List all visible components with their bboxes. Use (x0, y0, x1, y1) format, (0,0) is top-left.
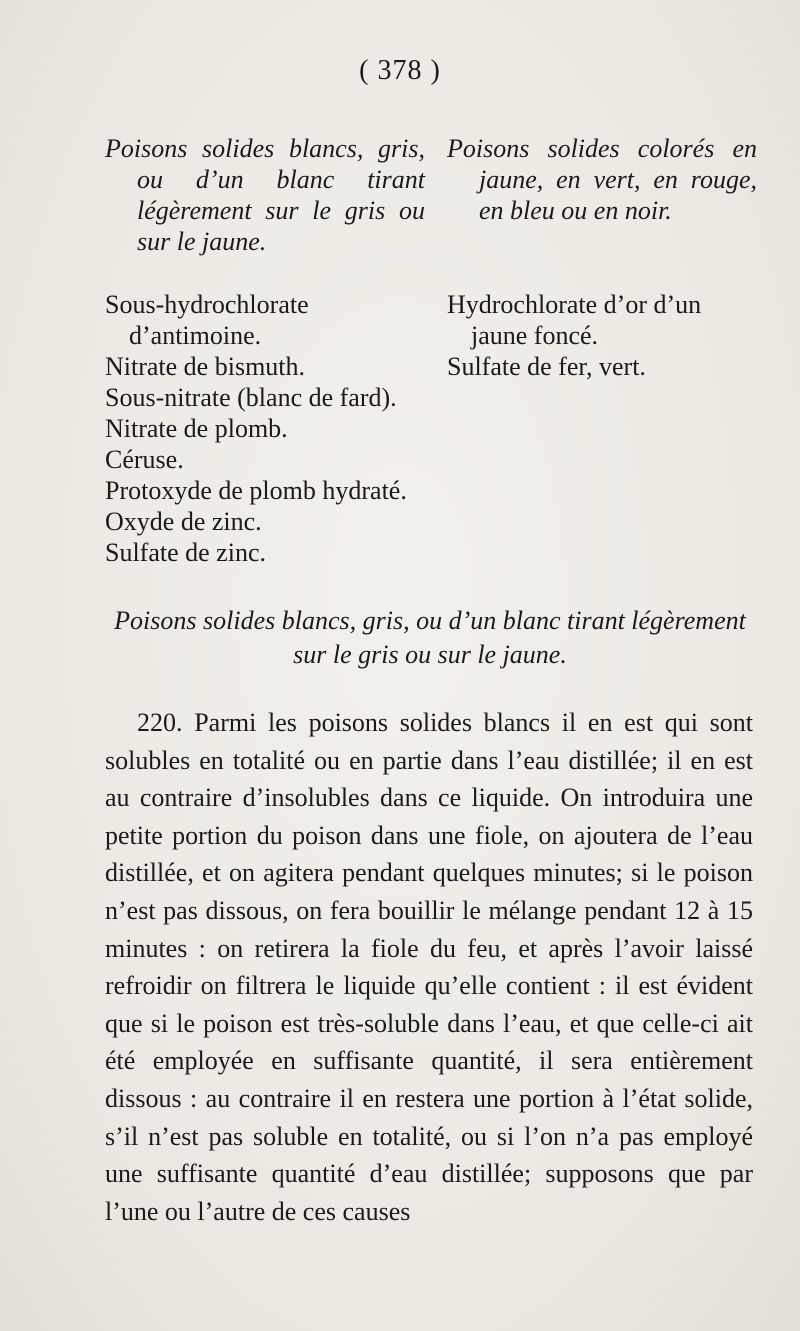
list-item: Nitrate de bismuth. (105, 352, 306, 381)
list-item: Hydrochlorate d’or d’un jaune foncé. (447, 290, 702, 350)
left-column-list (105, 289, 425, 568)
list-item: Protoxyde de plomb hydraté. (105, 476, 407, 505)
list-item: Sulfate de fer, vert. (447, 352, 646, 381)
list-item: Oxyde de zinc. (105, 507, 262, 536)
left-column (105, 133, 425, 568)
paragraph-text: 220. Parmi les poisons solides blancs il en est qui sont solubles en totalité ou en partie dans l’eau distillée; il en est au contraire d’insolubles dans ce liquide. On introduira une petite portion du poison dans une fiole, on ajoutera de l’eau distillée, et on agitera pendant quelques minutes; si le poison n’est pas dissous, on fera bouillir le mélange pendant 12 à 15 minutes : on retirera la fiole du feu, et après l’avoir laissé refroidir on filtrera le liquide qu’elle contient : il est évident que si le poison est très-soluble dans l’eau, et que celle-ci ait été employée en suffisante quantité, il sera entièrement dissous : au contraire il en restera une portion à l’état solide, s’il n’est pas soluble en totalité, ou si l’on n’a pas employé une suffisante quantité d’eau distillée; supposons que par l’une ou l’autre de ces causes (105, 708, 753, 1226)
left-column-heading: Poisons solides blancs, gris, ou d’un blanc tirant légèrement sur le gris ou sur le jaune. (105, 134, 425, 256)
body-paragraph (105, 704, 753, 1230)
section-heading: Poisons solides blancs, gris, ou d’un blanc tirant légèrement sur le gris ou sur le jaune. (114, 606, 746, 669)
list-item: Sous-hydrochlorate d’antimoine. (105, 290, 309, 350)
list-item: Nitrate de plomb. (105, 414, 288, 443)
list-item: Sous-nitrate (blanc de fard). (105, 383, 397, 412)
right-column-heading: Poisons solides colorés en jaune, en vert, en rouge, en bleu ou en noir. (447, 134, 757, 225)
list-item: Céruse. (105, 445, 184, 474)
page-number: ( 378 ) (359, 55, 441, 86)
right-column (447, 133, 757, 382)
list-item: Sulfate de zinc. (105, 538, 266, 567)
right-column-list (447, 289, 757, 382)
